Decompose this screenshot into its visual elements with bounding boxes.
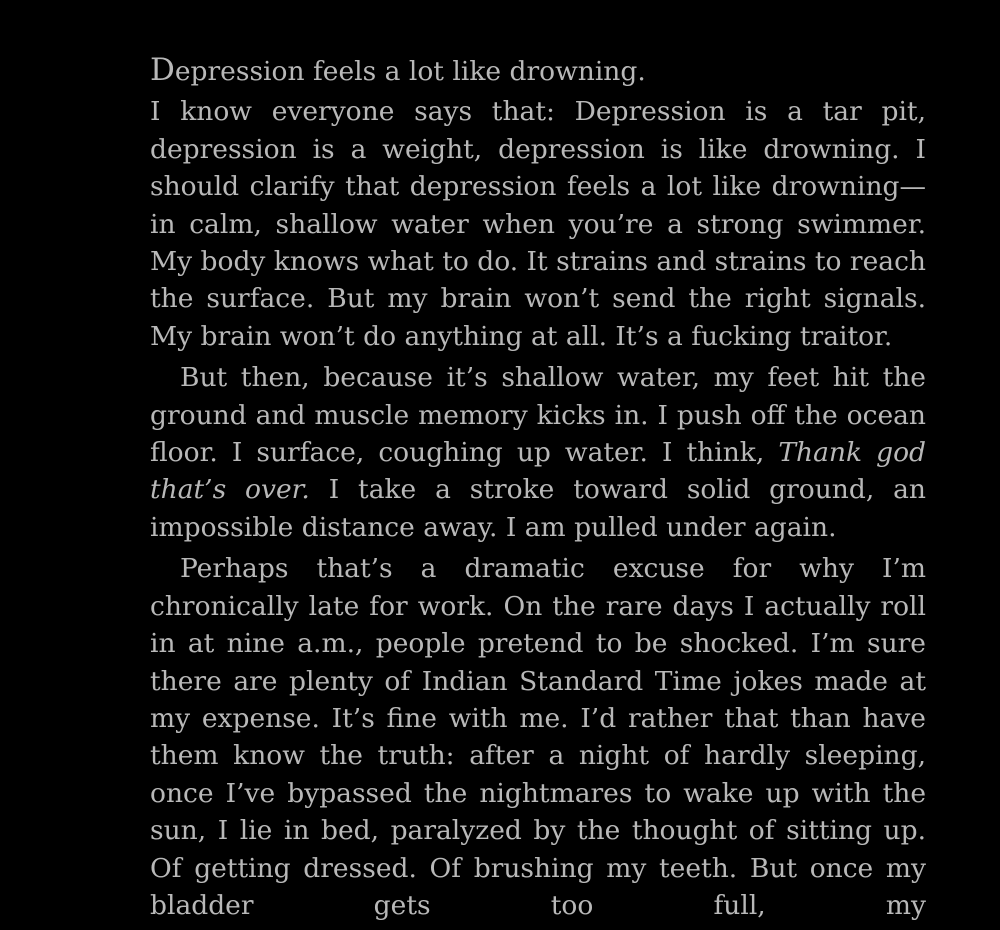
- opening-line: [150, 52, 926, 90]
- drop-cap-letter: D: [150, 52, 175, 88]
- opening-line-text: epression feels a lot like drowning.: [174, 56, 646, 87]
- paragraph-2-text-a: But then, because it’s shallow water, my feet hit the ground and muscle memory kicks in. I push off the ocean floor. I surface, coughing up water. I think,: [150, 362, 926, 469]
- paragraph-3: Perhaps that’s a dramatic excuse for why I’m chronically late for work. On the rare days I actually roll in at nine a.m., people pretend to be shocked. I’m sure there are plenty of Indian Standard Time jokes made at my expense. It’s fine with me. I’d rather that than have them know the truth: after a night of hardly sleeping, once I’ve bypassed the nightmares to wake up with the sun, I lie in bed, paralyzed by the thought of sitting up. Of getting dressed. Of brushing my teeth. But once my bladder gets too full, my: [150, 553, 926, 921]
- paragraph-2-italic: Thank god that’s over.: [150, 437, 926, 506]
- paragraph-2-text-b: I take a stroke toward solid ground, an impossible distance away. I am pulled under again.: [150, 474, 926, 543]
- paragraph-2: [150, 359, 926, 546]
- paragraph-1: I know everyone says that: Depression is a tar pit, depression is a weight, depression is like drowning. I should clarify that depression feels a lot like drowning—in calm, shallow water when you’re a strong swimmer. My body knows what to do. It strains and strains to reach the surface. But my brain won’t send the right signals. My brain won’t do anything at all. It’s a fucking traitor.: [150, 96, 926, 352]
- book-page: [150, 52, 926, 928]
